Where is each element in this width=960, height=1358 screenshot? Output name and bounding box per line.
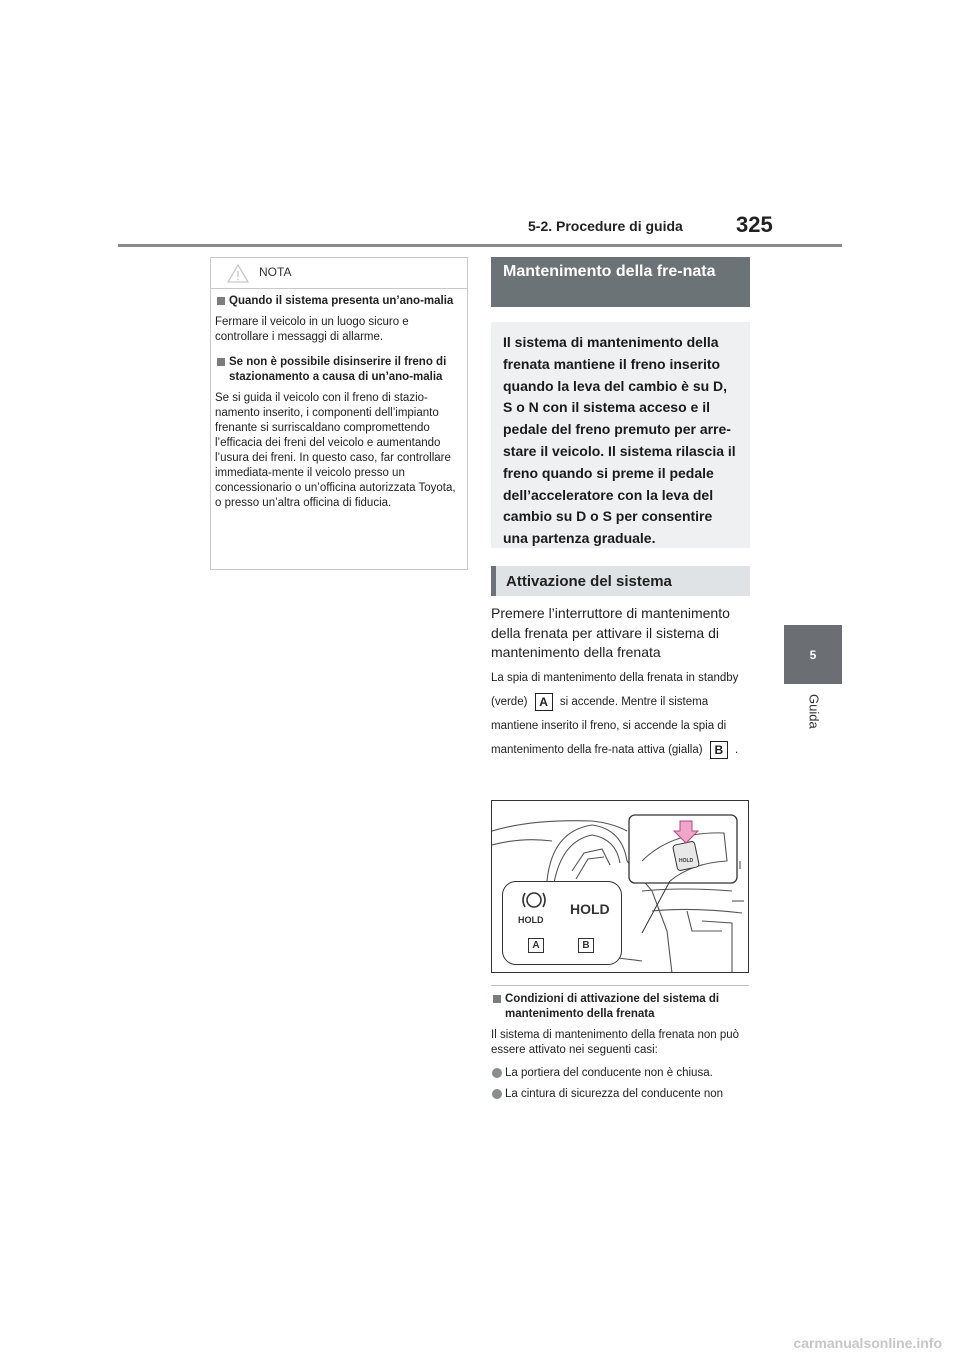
nota-title: NOTA xyxy=(259,265,292,279)
activation-text: Premere l’interruttore di mantenimento della frenata per attivare il sistema di mantenimento della frenata xyxy=(491,605,730,660)
divider xyxy=(491,985,749,986)
activation-title: Attivazione del sistema xyxy=(506,572,672,590)
nota-item-heading: Quando il sistema presenta un’ano-malia xyxy=(215,294,461,309)
nota-box xyxy=(210,257,468,570)
activation-title-band xyxy=(491,566,750,596)
condition-item: La cintura di sicurezza del conducente non xyxy=(491,1087,751,1102)
header-rule xyxy=(118,244,842,247)
nota-item-heading: Se non è possibile disinserire il freno di stazionamento a causa di un’ano-malia xyxy=(215,355,461,385)
nota-item-text: Se si guida il veicolo con il freno di stazio-namento inserito, i componenti dell’impianto frenante si surriscaldano compromettendo l’efficacia dei freni del veicolo e aumentando l’usura dei freni. In questo caso, far controllare immediata-mente il veicolo presso un concessionario o un’officina autorizzata Toyota, o presso un’altra officina di fiducia. xyxy=(215,392,456,509)
conditions-heading: Condizioni di attivazione del sistema di mantenimento della frenata xyxy=(491,992,751,1022)
dashboard-illustration xyxy=(491,800,749,973)
summary-text: Il sistema di mantenimento della frenata mantiene il freno inserito quando la leva del cambio è su D, S o N con il sistema acceso e il pedale del freno premuto per arre-stare il veicolo. Il sistema rilascia il freno quando si preme il pedale dell’acceleratore con la leva del cambio su D o S per consentire una partenza graduale. xyxy=(503,334,736,547)
chapter-side-label: Guida xyxy=(806,694,822,729)
nota-body xyxy=(215,294,461,521)
hold-text-indicator: HOLD xyxy=(570,901,610,917)
indicator-paragraph xyxy=(491,666,753,762)
indicator-text-3: . xyxy=(735,744,739,756)
section-label: 5-2. Procedure di guida xyxy=(528,218,683,234)
chapter-number: 5 xyxy=(809,647,817,662)
page-number: 325 xyxy=(736,212,773,237)
brake-hold-indicator-icon xyxy=(519,888,549,914)
nota-item-text: Fermare il veicolo in un luogo sicuro e controllare i messaggi di allarme. xyxy=(215,316,409,343)
indicator-text-2: si accende. Mentre il sistema mantiene inserito il freno, si accende la spia di mantenimento della fre-nata attiva (gialla) xyxy=(491,696,727,756)
figure-tag-b: B xyxy=(578,938,594,953)
watermark: carmanualsonline.info xyxy=(793,1335,942,1351)
tag-a: A xyxy=(535,693,553,711)
main-title: Mantenimento della fre-nata xyxy=(503,263,716,280)
conditions-intro: Il sistema di mantenimento della frenata non può essere attivato nei seguenti casi: xyxy=(491,1029,740,1056)
nota-header xyxy=(211,258,467,289)
summary-box xyxy=(491,322,750,548)
figure-tag-a: A xyxy=(528,938,544,953)
condition-item: La portiera del conducente non è chiusa. xyxy=(491,1066,751,1081)
switch-hold-label: HOLD xyxy=(679,858,694,864)
main-title-band xyxy=(491,257,750,307)
chapter-tab[interactable] xyxy=(784,625,842,684)
warning-triangle-icon xyxy=(227,264,249,283)
indicator-text-1: La spia di mantenimento della frenata in standby (verde) xyxy=(491,672,739,708)
conditions-section xyxy=(491,992,751,1108)
hold-icon-label: HOLD xyxy=(518,915,544,925)
tag-b: B xyxy=(710,741,728,759)
